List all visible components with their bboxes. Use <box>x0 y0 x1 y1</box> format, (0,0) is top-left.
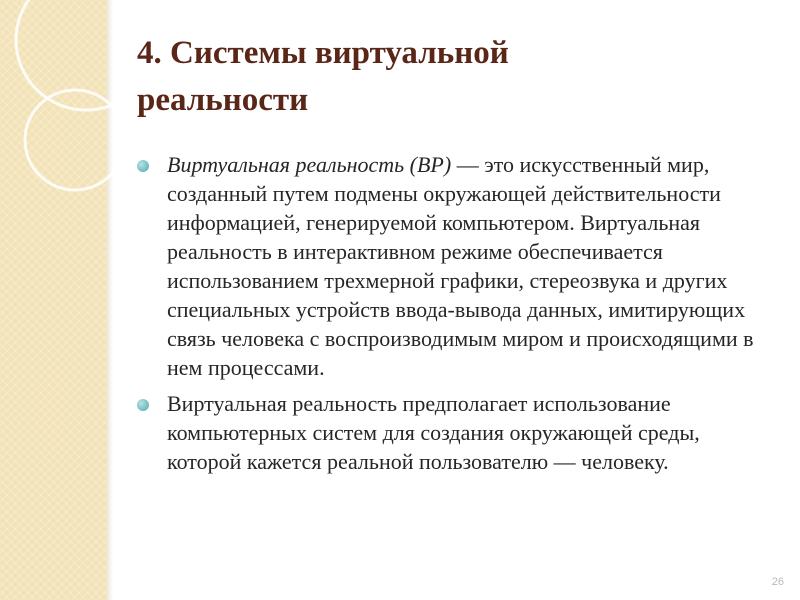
decorative-ring-large <box>16 0 156 110</box>
page-number: 26 <box>771 576 784 588</box>
definition-text: — это искусственный мир, созданный путем подмены окружающей действительности информацией, генерируемой компьютером. Виртуальная реальность в интерактивном режиме обеспечивается использованием трехмерной графики, стереозвука и других специальных устройств ввода-вывода данных, имитирующих связь человека с воспроизводимым миром и происходящими в нем процессами. <box>167 152 754 380</box>
definition-term: Виртуальная реальность (ВР) <box>167 152 452 177</box>
slide-title-line-2: реальности <box>137 82 309 118</box>
bullet-item-assumption <box>137 389 777 476</box>
slide-title-line-1: 4. Системы виртуальной <box>137 35 509 71</box>
decorative-ring-small <box>25 90 125 190</box>
bullet-dot-icon <box>137 160 149 172</box>
bullet-item-definition <box>137 150 777 382</box>
slide-title <box>137 30 737 124</box>
slide-content <box>137 150 777 483</box>
bullet-dot-icon <box>137 399 149 411</box>
assumption-text: Виртуальная реальность предполагает использование компьютерных систем для создания окружающей среды, которой кажется реальной пользователю — человеку. <box>167 391 700 474</box>
